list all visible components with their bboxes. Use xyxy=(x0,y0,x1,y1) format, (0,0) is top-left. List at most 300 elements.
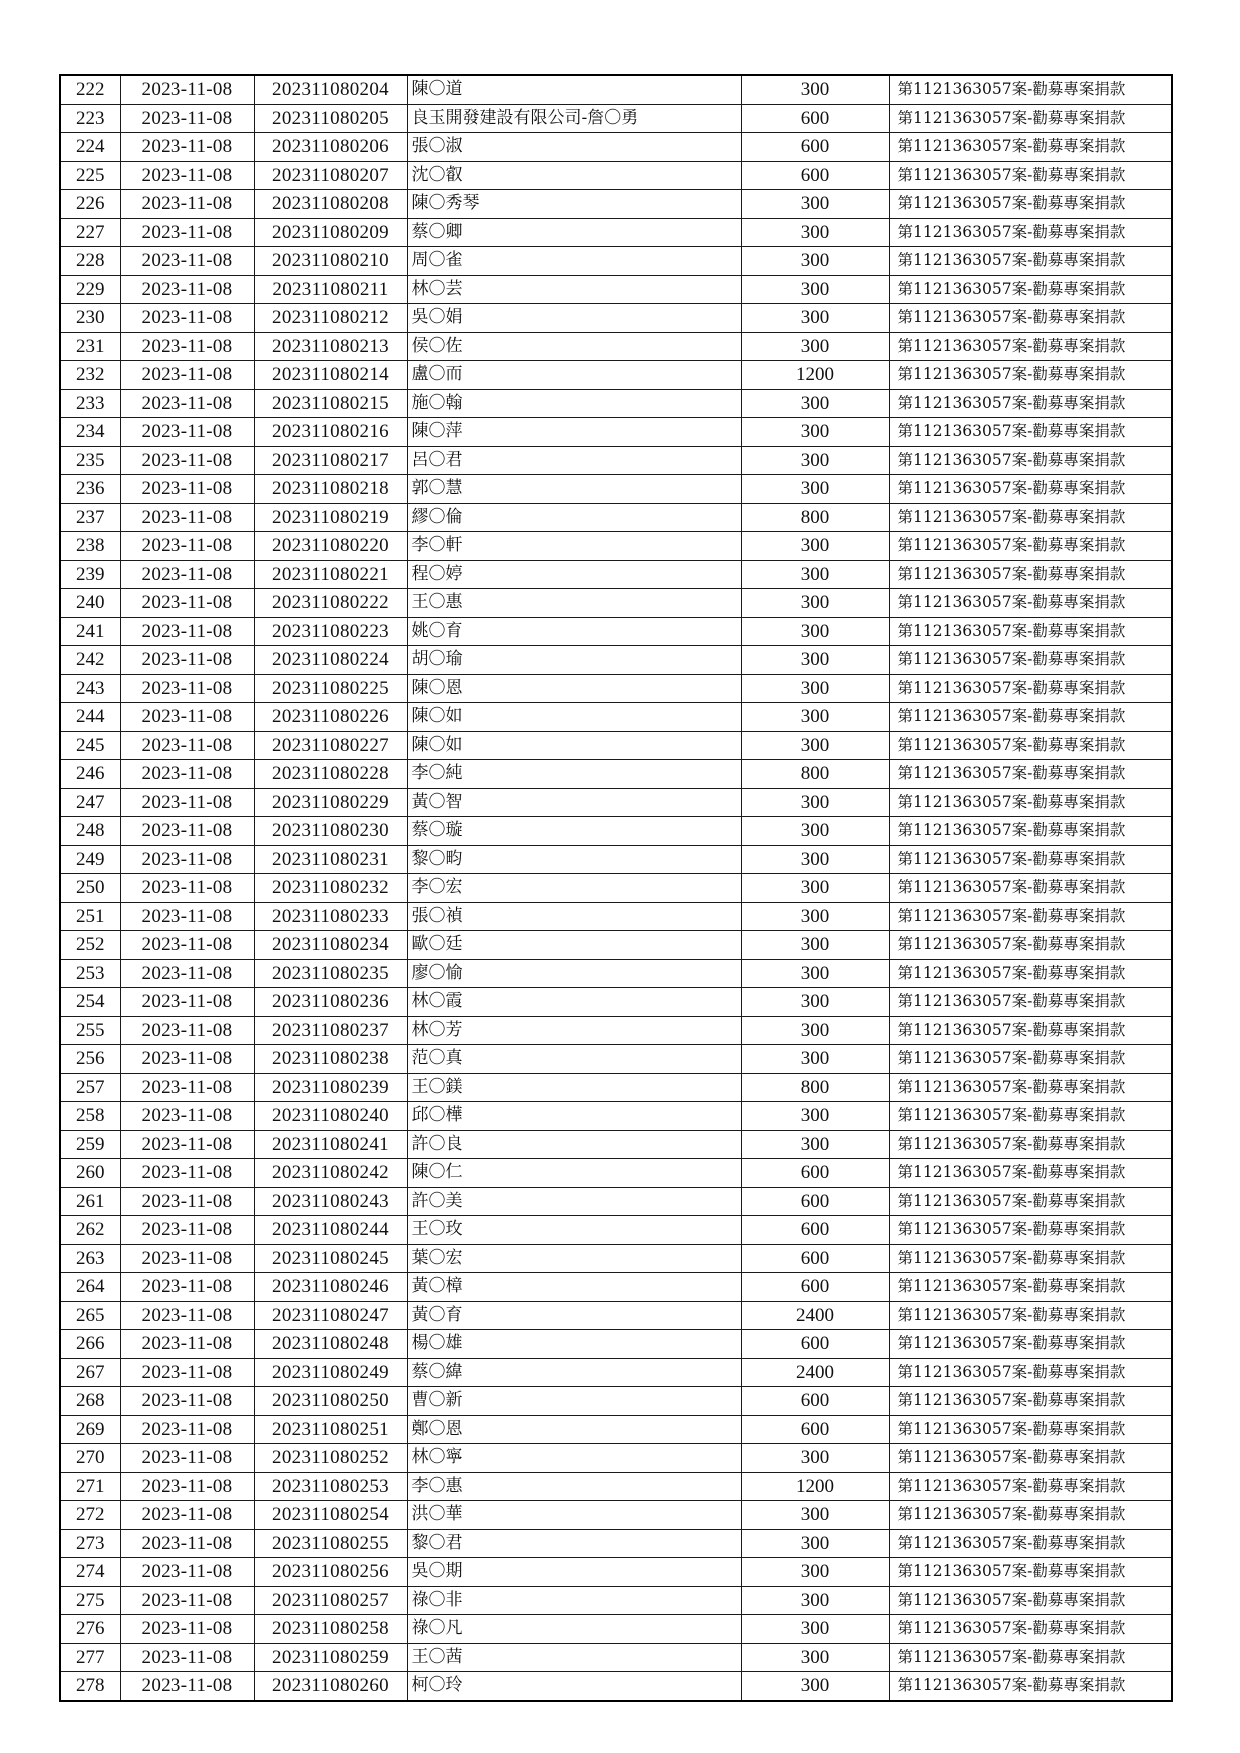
table-row xyxy=(60,1130,1172,1159)
date-cell: 2023-11-08 xyxy=(120,446,254,475)
date-cell: 2023-11-08 xyxy=(120,418,254,447)
donor-name-cell: 蔡〇卿 xyxy=(407,218,741,247)
note-cell: 第1121363057案-勸募專案捐款 xyxy=(889,247,1172,276)
table-row xyxy=(60,1016,1172,1045)
table-row xyxy=(60,275,1172,304)
table-row xyxy=(60,475,1172,504)
date-cell: 2023-11-08 xyxy=(120,275,254,304)
row-number-cell: 266 xyxy=(60,1330,120,1359)
note-cell: 第1121363057案-勸募專案捐款 xyxy=(889,1529,1172,1558)
date-cell: 2023-11-08 xyxy=(120,1301,254,1330)
note-cell: 第1121363057案-勸募專案捐款 xyxy=(889,1472,1172,1501)
note-cell: 第1121363057案-勸募專案捐款 xyxy=(889,646,1172,675)
row-number-cell: 244 xyxy=(60,703,120,732)
donor-name-cell: 陳〇秀琴 xyxy=(407,190,741,219)
donor-name-cell: 蔡〇緯 xyxy=(407,1358,741,1387)
row-number-cell: 241 xyxy=(60,617,120,646)
table-row xyxy=(60,332,1172,361)
table-row xyxy=(60,1444,1172,1473)
note-cell: 第1121363057案-勸募專案捐款 xyxy=(889,1159,1172,1188)
donor-name-cell: 林〇寧 xyxy=(407,1444,741,1473)
donor-name-cell: 吳〇娟 xyxy=(407,304,741,333)
note-cell: 第1121363057案-勸募專案捐款 xyxy=(889,731,1172,760)
receipt-number-cell: 202311080213 xyxy=(254,332,407,361)
date-cell: 2023-11-08 xyxy=(120,247,254,276)
row-number-cell: 248 xyxy=(60,817,120,846)
table-row xyxy=(60,874,1172,903)
table-row xyxy=(60,1301,1172,1330)
donor-name-cell: 陳〇如 xyxy=(407,731,741,760)
amount-cell: 300 xyxy=(741,475,889,504)
row-number-cell: 225 xyxy=(60,161,120,190)
donor-name-cell: 歐〇廷 xyxy=(407,931,741,960)
donor-name-cell: 黎〇畇 xyxy=(407,845,741,874)
date-cell: 2023-11-08 xyxy=(120,1016,254,1045)
date-cell: 2023-11-08 xyxy=(120,190,254,219)
amount-cell: 800 xyxy=(741,503,889,532)
table-row xyxy=(60,1358,1172,1387)
receipt-number-cell: 202311080222 xyxy=(254,589,407,618)
amount-cell: 300 xyxy=(741,1672,889,1701)
donor-name-cell: 許〇美 xyxy=(407,1187,741,1216)
note-cell: 第1121363057案-勸募專案捐款 xyxy=(889,931,1172,960)
table-row xyxy=(60,1244,1172,1273)
date-cell: 2023-11-08 xyxy=(120,874,254,903)
donor-name-cell: 良玉開發建設有限公司-詹〇勇 xyxy=(407,104,741,133)
table-row xyxy=(60,1216,1172,1245)
table-row xyxy=(60,1273,1172,1302)
note-cell: 第1121363057案-勸募專案捐款 xyxy=(889,361,1172,390)
receipt-number-cell: 202311080232 xyxy=(254,874,407,903)
date-cell: 2023-11-08 xyxy=(120,1159,254,1188)
row-number-cell: 265 xyxy=(60,1301,120,1330)
row-number-cell: 234 xyxy=(60,418,120,447)
table-row xyxy=(60,1045,1172,1074)
donor-name-cell: 黃〇育 xyxy=(407,1301,741,1330)
receipt-number-cell: 202311080242 xyxy=(254,1159,407,1188)
donor-name-cell: 陳〇萍 xyxy=(407,418,741,447)
receipt-number-cell: 202311080226 xyxy=(254,703,407,732)
amount-cell: 300 xyxy=(741,190,889,219)
row-number-cell: 242 xyxy=(60,646,120,675)
donor-name-cell: 范〇真 xyxy=(407,1045,741,1074)
receipt-number-cell: 202311080244 xyxy=(254,1216,407,1245)
note-cell: 第1121363057案-勸募專案捐款 xyxy=(889,902,1172,931)
donor-name-cell: 陳〇仁 xyxy=(407,1159,741,1188)
donor-name-cell: 張〇禎 xyxy=(407,902,741,931)
table-row xyxy=(60,133,1172,162)
donor-name-cell: 林〇芸 xyxy=(407,275,741,304)
note-cell: 第1121363057案-勸募專案捐款 xyxy=(889,190,1172,219)
donor-name-cell: 王〇鎂 xyxy=(407,1073,741,1102)
donor-name-cell: 王〇惠 xyxy=(407,589,741,618)
table-row xyxy=(60,418,1172,447)
note-cell: 第1121363057案-勸募專案捐款 xyxy=(889,1444,1172,1473)
table-row xyxy=(60,703,1172,732)
row-number-cell: 240 xyxy=(60,589,120,618)
receipt-number-cell: 202311080257 xyxy=(254,1586,407,1615)
date-cell: 2023-11-08 xyxy=(120,1216,254,1245)
donor-name-cell: 楊〇雄 xyxy=(407,1330,741,1359)
row-number-cell: 278 xyxy=(60,1672,120,1701)
amount-cell: 300 xyxy=(741,959,889,988)
note-cell: 第1121363057案-勸募專案捐款 xyxy=(889,617,1172,646)
amount-cell: 600 xyxy=(741,104,889,133)
receipt-number-cell: 202311080207 xyxy=(254,161,407,190)
note-cell: 第1121363057案-勸募專案捐款 xyxy=(889,1615,1172,1644)
note-cell: 第1121363057案-勸募專案捐款 xyxy=(889,1330,1172,1359)
row-number-cell: 277 xyxy=(60,1643,120,1672)
receipt-number-cell: 202311080248 xyxy=(254,1330,407,1359)
row-number-cell: 256 xyxy=(60,1045,120,1074)
date-cell: 2023-11-08 xyxy=(120,1444,254,1473)
note-cell: 第1121363057案-勸募專案捐款 xyxy=(889,1130,1172,1159)
amount-cell: 300 xyxy=(741,674,889,703)
note-cell: 第1121363057案-勸募專案捐款 xyxy=(889,275,1172,304)
receipt-number-cell: 202311080240 xyxy=(254,1102,407,1131)
receipt-number-cell: 202311080204 xyxy=(254,75,407,104)
receipt-number-cell: 202311080259 xyxy=(254,1643,407,1672)
date-cell: 2023-11-08 xyxy=(120,1387,254,1416)
table-row xyxy=(60,1387,1172,1416)
note-cell: 第1121363057案-勸募專案捐款 xyxy=(889,788,1172,817)
amount-cell: 600 xyxy=(741,1216,889,1245)
receipt-number-cell: 202311080229 xyxy=(254,788,407,817)
table-row xyxy=(60,247,1172,276)
donor-name-cell: 胡〇瑜 xyxy=(407,646,741,675)
note-cell: 第1121363057案-勸募專案捐款 xyxy=(889,1216,1172,1245)
amount-cell: 600 xyxy=(741,161,889,190)
receipt-number-cell: 202311080250 xyxy=(254,1387,407,1416)
amount-cell: 300 xyxy=(741,646,889,675)
row-number-cell: 269 xyxy=(60,1415,120,1444)
table-row xyxy=(60,446,1172,475)
table-row xyxy=(60,1672,1172,1701)
note-cell: 第1121363057案-勸募專案捐款 xyxy=(889,1558,1172,1587)
receipt-number-cell: 202311080224 xyxy=(254,646,407,675)
receipt-number-cell: 202311080206 xyxy=(254,133,407,162)
amount-cell: 300 xyxy=(741,1045,889,1074)
note-cell: 第1121363057案-勸募專案捐款 xyxy=(889,1016,1172,1045)
note-cell: 第1121363057案-勸募專案捐款 xyxy=(889,1045,1172,1074)
table-row xyxy=(60,931,1172,960)
row-number-cell: 274 xyxy=(60,1558,120,1587)
receipt-number-cell: 202311080238 xyxy=(254,1045,407,1074)
date-cell: 2023-11-08 xyxy=(120,1586,254,1615)
amount-cell: 2400 xyxy=(741,1358,889,1387)
note-cell: 第1121363057案-勸募專案捐款 xyxy=(889,1415,1172,1444)
donor-name-cell: 盧〇而 xyxy=(407,361,741,390)
amount-cell: 300 xyxy=(741,1501,889,1530)
receipt-number-cell: 202311080234 xyxy=(254,931,407,960)
receipt-number-cell: 202311080212 xyxy=(254,304,407,333)
donor-name-cell: 洪〇華 xyxy=(407,1501,741,1530)
donor-name-cell: 李〇純 xyxy=(407,760,741,789)
amount-cell: 800 xyxy=(741,1073,889,1102)
receipt-number-cell: 202311080215 xyxy=(254,389,407,418)
table-row xyxy=(60,190,1172,219)
donor-name-cell: 李〇宏 xyxy=(407,874,741,903)
note-cell: 第1121363057案-勸募專案捐款 xyxy=(889,1102,1172,1131)
receipt-number-cell: 202311080233 xyxy=(254,902,407,931)
donor-name-cell: 柯〇玲 xyxy=(407,1672,741,1701)
date-cell: 2023-11-08 xyxy=(120,845,254,874)
table-row xyxy=(60,1102,1172,1131)
date-cell: 2023-11-08 xyxy=(120,788,254,817)
table-row xyxy=(60,674,1172,703)
date-cell: 2023-11-08 xyxy=(120,617,254,646)
note-cell: 第1121363057案-勸募專案捐款 xyxy=(889,589,1172,618)
note-cell: 第1121363057案-勸募專案捐款 xyxy=(889,218,1172,247)
amount-cell: 1200 xyxy=(741,361,889,390)
donor-name-cell: 蔡〇璇 xyxy=(407,817,741,846)
row-number-cell: 249 xyxy=(60,845,120,874)
date-cell: 2023-11-08 xyxy=(120,1472,254,1501)
table-row xyxy=(60,1159,1172,1188)
table-row xyxy=(60,959,1172,988)
date-cell: 2023-11-08 xyxy=(120,161,254,190)
donor-name-cell: 王〇茜 xyxy=(407,1643,741,1672)
date-cell: 2023-11-08 xyxy=(120,304,254,333)
table-row xyxy=(60,560,1172,589)
table-row xyxy=(60,788,1172,817)
note-cell: 第1121363057案-勸募專案捐款 xyxy=(889,532,1172,561)
note-cell: 第1121363057案-勸募專案捐款 xyxy=(889,1586,1172,1615)
receipt-number-cell: 202311080220 xyxy=(254,532,407,561)
date-cell: 2023-11-08 xyxy=(120,532,254,561)
table-row xyxy=(60,389,1172,418)
row-number-cell: 264 xyxy=(60,1273,120,1302)
receipt-number-cell: 202311080247 xyxy=(254,1301,407,1330)
date-cell: 2023-11-08 xyxy=(120,503,254,532)
donor-name-cell: 邱〇樺 xyxy=(407,1102,741,1131)
amount-cell: 600 xyxy=(741,1273,889,1302)
amount-cell: 300 xyxy=(741,1615,889,1644)
table-row xyxy=(60,760,1172,789)
row-number-cell: 233 xyxy=(60,389,120,418)
table-row xyxy=(60,1643,1172,1672)
date-cell: 2023-11-08 xyxy=(120,1643,254,1672)
date-cell: 2023-11-08 xyxy=(120,1045,254,1074)
table-row xyxy=(60,731,1172,760)
row-number-cell: 239 xyxy=(60,560,120,589)
amount-cell: 300 xyxy=(741,1586,889,1615)
amount-cell: 600 xyxy=(741,1244,889,1273)
note-cell: 第1121363057案-勸募專案捐款 xyxy=(889,104,1172,133)
date-cell: 2023-11-08 xyxy=(120,1330,254,1359)
row-number-cell: 263 xyxy=(60,1244,120,1273)
date-cell: 2023-11-08 xyxy=(120,674,254,703)
receipt-number-cell: 202311080230 xyxy=(254,817,407,846)
date-cell: 2023-11-08 xyxy=(120,1130,254,1159)
row-number-cell: 267 xyxy=(60,1358,120,1387)
receipt-number-cell: 202311080205 xyxy=(254,104,407,133)
table-row xyxy=(60,1472,1172,1501)
note-cell: 第1121363057案-勸募專案捐款 xyxy=(889,760,1172,789)
table-row xyxy=(60,1586,1172,1615)
date-cell: 2023-11-08 xyxy=(120,589,254,618)
date-cell: 2023-11-08 xyxy=(120,133,254,162)
donor-name-cell: 林〇芳 xyxy=(407,1016,741,1045)
amount-cell: 600 xyxy=(741,1330,889,1359)
note-cell: 第1121363057案-勸募專案捐款 xyxy=(889,1244,1172,1273)
row-number-cell: 235 xyxy=(60,446,120,475)
receipt-number-cell: 202311080256 xyxy=(254,1558,407,1587)
donation-records-table xyxy=(59,74,1173,1702)
date-cell: 2023-11-08 xyxy=(120,1073,254,1102)
date-cell: 2023-11-08 xyxy=(120,1558,254,1587)
amount-cell: 600 xyxy=(741,1387,889,1416)
table-row xyxy=(60,1615,1172,1644)
receipt-number-cell: 202311080255 xyxy=(254,1529,407,1558)
donor-name-cell: 陳〇如 xyxy=(407,703,741,732)
row-number-cell: 251 xyxy=(60,902,120,931)
donor-name-cell: 吳〇期 xyxy=(407,1558,741,1587)
amount-cell: 300 xyxy=(741,703,889,732)
receipt-number-cell: 202311080239 xyxy=(254,1073,407,1102)
date-cell: 2023-11-08 xyxy=(120,1529,254,1558)
donor-name-cell: 鄭〇恩 xyxy=(407,1415,741,1444)
date-cell: 2023-11-08 xyxy=(120,75,254,104)
row-number-cell: 224 xyxy=(60,133,120,162)
date-cell: 2023-11-08 xyxy=(120,1672,254,1701)
amount-cell: 300 xyxy=(741,446,889,475)
row-number-cell: 250 xyxy=(60,874,120,903)
row-number-cell: 231 xyxy=(60,332,120,361)
receipt-number-cell: 202311080208 xyxy=(254,190,407,219)
row-number-cell: 268 xyxy=(60,1387,120,1416)
table-row xyxy=(60,845,1172,874)
row-number-cell: 255 xyxy=(60,1016,120,1045)
donor-name-cell: 陳〇恩 xyxy=(407,674,741,703)
table-row xyxy=(60,1073,1172,1102)
row-number-cell: 247 xyxy=(60,788,120,817)
note-cell: 第1121363057案-勸募專案捐款 xyxy=(889,845,1172,874)
amount-cell: 300 xyxy=(741,731,889,760)
note-cell: 第1121363057案-勸募專案捐款 xyxy=(889,1501,1172,1530)
receipt-number-cell: 202311080243 xyxy=(254,1187,407,1216)
table-row xyxy=(60,988,1172,1017)
receipt-number-cell: 202311080216 xyxy=(254,418,407,447)
row-number-cell: 254 xyxy=(60,988,120,1017)
table-row xyxy=(60,902,1172,931)
amount-cell: 800 xyxy=(741,760,889,789)
receipt-number-cell: 202311080231 xyxy=(254,845,407,874)
receipt-number-cell: 202311080219 xyxy=(254,503,407,532)
note-cell: 第1121363057案-勸募專案捐款 xyxy=(889,1301,1172,1330)
receipt-number-cell: 202311080249 xyxy=(254,1358,407,1387)
table-row xyxy=(60,1501,1172,1530)
note-cell: 第1121363057案-勸募專案捐款 xyxy=(889,1273,1172,1302)
row-number-cell: 272 xyxy=(60,1501,120,1530)
row-number-cell: 257 xyxy=(60,1073,120,1102)
amount-cell: 300 xyxy=(741,931,889,960)
receipt-number-cell: 202311080253 xyxy=(254,1472,407,1501)
receipt-number-cell: 202311080217 xyxy=(254,446,407,475)
date-cell: 2023-11-08 xyxy=(120,1501,254,1530)
donor-name-cell: 程〇婷 xyxy=(407,560,741,589)
amount-cell: 300 xyxy=(741,589,889,618)
table-row xyxy=(60,1330,1172,1359)
row-number-cell: 228 xyxy=(60,247,120,276)
row-number-cell: 245 xyxy=(60,731,120,760)
date-cell: 2023-11-08 xyxy=(120,104,254,133)
note-cell: 第1121363057案-勸募專案捐款 xyxy=(889,988,1172,1017)
amount-cell: 300 xyxy=(741,1130,889,1159)
receipt-number-cell: 202311080254 xyxy=(254,1501,407,1530)
row-number-cell: 271 xyxy=(60,1472,120,1501)
amount-cell: 600 xyxy=(741,1415,889,1444)
amount-cell: 300 xyxy=(741,532,889,561)
amount-cell: 300 xyxy=(741,617,889,646)
date-cell: 2023-11-08 xyxy=(120,218,254,247)
receipt-number-cell: 202311080251 xyxy=(254,1415,407,1444)
receipt-number-cell: 202311080241 xyxy=(254,1130,407,1159)
table-row xyxy=(60,161,1172,190)
donor-name-cell: 許〇良 xyxy=(407,1130,741,1159)
donor-name-cell: 祿〇凡 xyxy=(407,1615,741,1644)
amount-cell: 300 xyxy=(741,845,889,874)
note-cell: 第1121363057案-勸募專案捐款 xyxy=(889,874,1172,903)
amount-cell: 300 xyxy=(741,1016,889,1045)
date-cell: 2023-11-08 xyxy=(120,1244,254,1273)
amount-cell: 300 xyxy=(741,1558,889,1587)
date-cell: 2023-11-08 xyxy=(120,902,254,931)
date-cell: 2023-11-08 xyxy=(120,1273,254,1302)
row-number-cell: 253 xyxy=(60,959,120,988)
donor-name-cell: 李〇惠 xyxy=(407,1472,741,1501)
amount-cell: 300 xyxy=(741,1529,889,1558)
table-row xyxy=(60,589,1172,618)
date-cell: 2023-11-08 xyxy=(120,988,254,1017)
date-cell: 2023-11-08 xyxy=(120,760,254,789)
date-cell: 2023-11-08 xyxy=(120,1358,254,1387)
donor-name-cell: 黃〇智 xyxy=(407,788,741,817)
note-cell: 第1121363057案-勸募專案捐款 xyxy=(889,1387,1172,1416)
donor-name-cell: 陳〇道 xyxy=(407,75,741,104)
donor-name-cell: 祿〇非 xyxy=(407,1586,741,1615)
note-cell: 第1121363057案-勸募專案捐款 xyxy=(889,446,1172,475)
donor-name-cell: 曹〇新 xyxy=(407,1387,741,1416)
receipt-number-cell: 202311080211 xyxy=(254,275,407,304)
donor-name-cell: 周〇雀 xyxy=(407,247,741,276)
receipt-number-cell: 202311080235 xyxy=(254,959,407,988)
table-body xyxy=(60,75,1172,1701)
row-number-cell: 273 xyxy=(60,1529,120,1558)
amount-cell: 300 xyxy=(741,817,889,846)
note-cell: 第1121363057案-勸募專案捐款 xyxy=(889,1643,1172,1672)
date-cell: 2023-11-08 xyxy=(120,332,254,361)
note-cell: 第1121363057案-勸募專案捐款 xyxy=(889,161,1172,190)
row-number-cell: 226 xyxy=(60,190,120,219)
table-row xyxy=(60,361,1172,390)
receipt-number-cell: 202311080246 xyxy=(254,1273,407,1302)
donor-name-cell: 李〇軒 xyxy=(407,532,741,561)
date-cell: 2023-11-08 xyxy=(120,959,254,988)
amount-cell: 2400 xyxy=(741,1301,889,1330)
date-cell: 2023-11-08 xyxy=(120,1615,254,1644)
donor-name-cell: 侯〇佐 xyxy=(407,332,741,361)
amount-cell: 300 xyxy=(741,247,889,276)
row-number-cell: 260 xyxy=(60,1159,120,1188)
amount-cell: 300 xyxy=(741,332,889,361)
date-cell: 2023-11-08 xyxy=(120,1415,254,1444)
date-cell: 2023-11-08 xyxy=(120,931,254,960)
receipt-number-cell: 202311080228 xyxy=(254,760,407,789)
table-row xyxy=(60,1187,1172,1216)
table-row xyxy=(60,104,1172,133)
note-cell: 第1121363057案-勸募專案捐款 xyxy=(889,389,1172,418)
